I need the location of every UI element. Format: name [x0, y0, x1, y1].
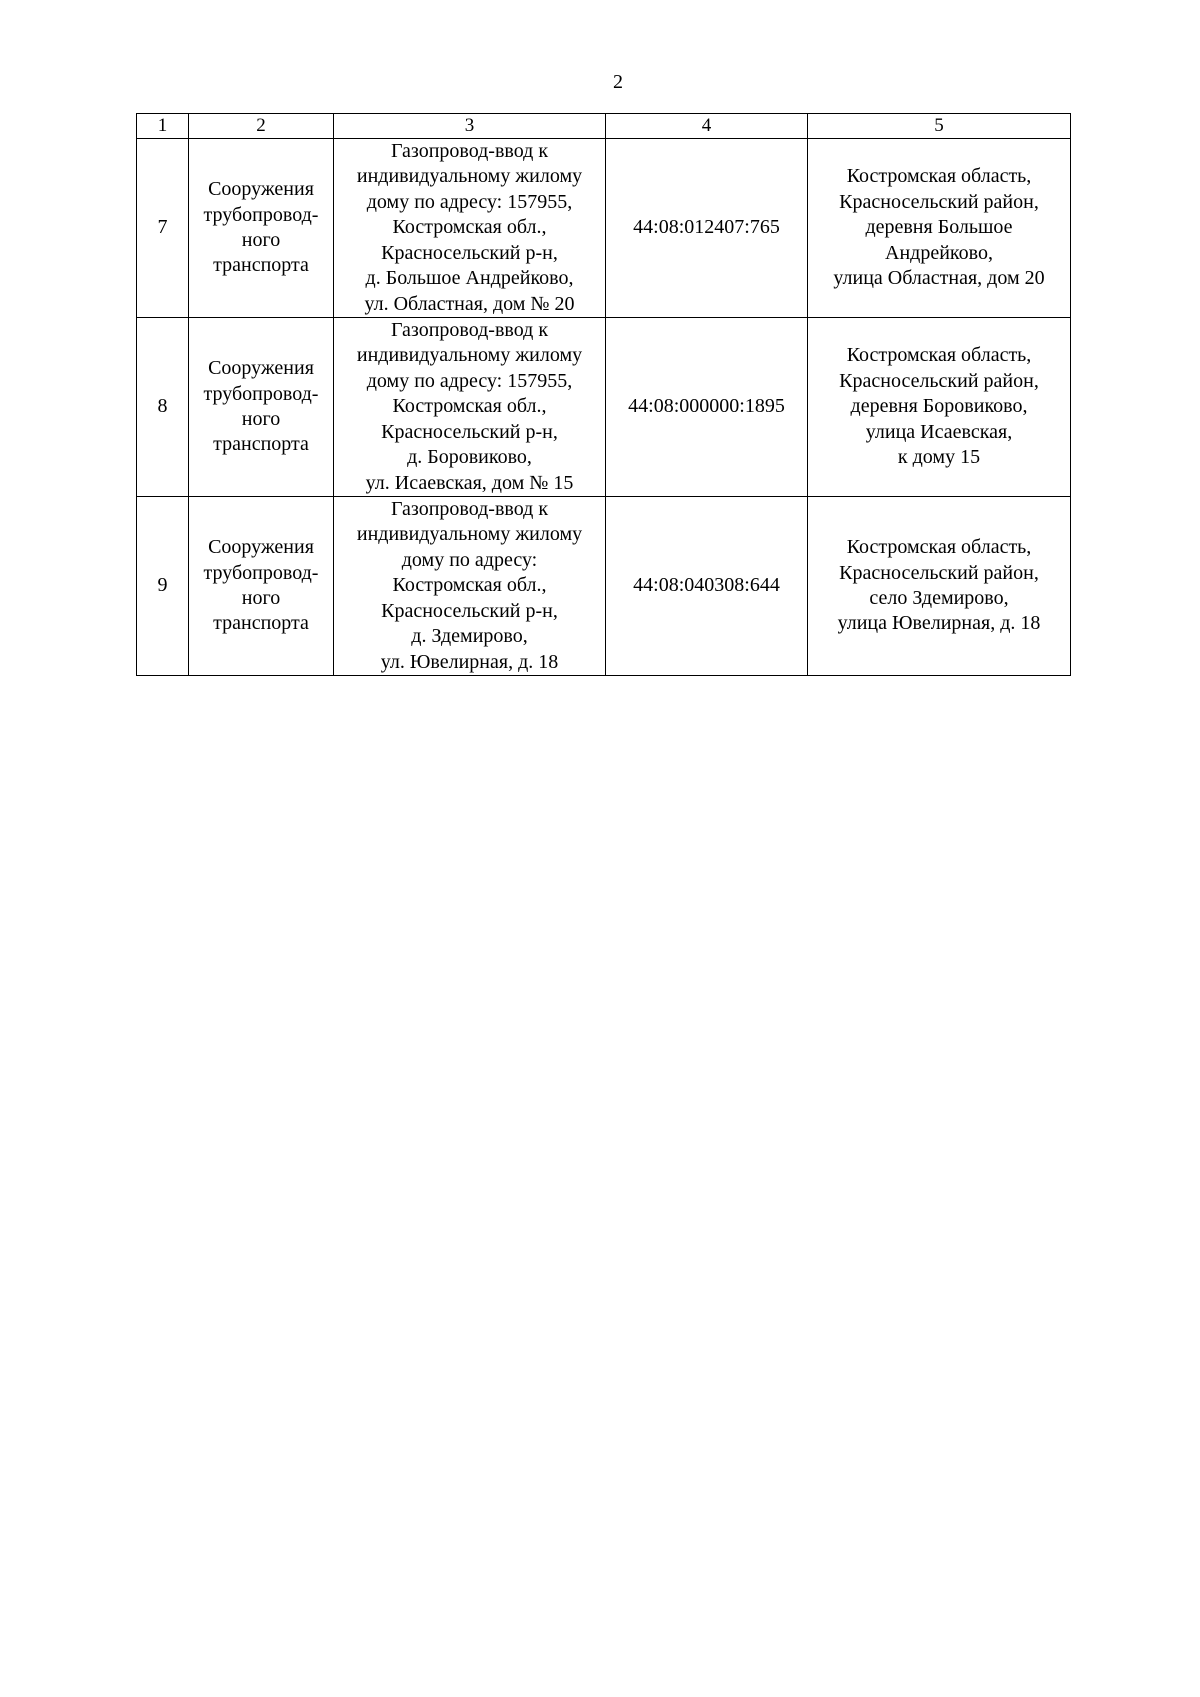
cell-line: ул. Исаевская, дом № 15 — [365, 471, 574, 494]
cell-line: ул. Ювелирная, д. 18 — [380, 650, 559, 673]
cell-line: индивидуальному жилому — [356, 523, 583, 546]
cell-line: дому по адресу: 157955, — [366, 369, 573, 392]
table-row — [137, 318, 1071, 497]
cell-line: Костромская обл., — [392, 395, 547, 418]
table-header-row — [137, 114, 1071, 139]
cell-line: Газопровод-ввод к — [390, 498, 549, 521]
object-type-cell — [189, 139, 334, 318]
column-header-3: 3 — [334, 114, 606, 139]
cell-line: ного — [241, 408, 281, 430]
cell-line: транспорта — [213, 254, 309, 277]
object-name-cell — [334, 139, 606, 318]
table-row — [137, 497, 1071, 676]
cell-line: Газопровод-ввод к — [390, 319, 549, 342]
cell-line: Красносельский район, — [839, 561, 1039, 584]
cell-line: Красносельский район, — [839, 369, 1039, 392]
object-type-cell — [189, 497, 334, 676]
cell-line: индивидуальному жилому — [356, 344, 583, 367]
cell-line: Сооружения — [208, 357, 314, 380]
cell-line: Сооружения — [208, 536, 314, 559]
cadastral-number-cell: 44:08:040308:644 — [606, 497, 808, 676]
cell-line: д. Большое Андрейково, — [365, 267, 574, 290]
column-header-4: 4 — [606, 114, 808, 139]
cell-line: Костромская обл., — [392, 574, 547, 597]
cadastral-number-cell: 44:08:000000:1895 — [606, 318, 808, 497]
object-type-cell — [189, 318, 334, 497]
row-number-cell: 9 — [137, 497, 189, 676]
cell-line: Костромская область, — [846, 536, 1032, 559]
cell-line: деревня Большое — [865, 216, 1013, 239]
cell-line: ул. Областная, дом № 20 — [364, 292, 575, 315]
cell-line: Красносельский р-н, — [381, 599, 558, 622]
cell-line: Костромская область, — [846, 344, 1032, 367]
cell-line: улица Ювелирная, д. 18 — [837, 612, 1041, 635]
table-row — [137, 139, 1071, 318]
cell-line: деревня Боровиково, — [850, 395, 1028, 418]
column-header-2: 2 — [189, 114, 334, 139]
page-number: 2 — [613, 71, 623, 93]
cell-line: д. Боровиково, — [407, 446, 532, 469]
column-header-5: 5 — [808, 114, 1071, 139]
cell-line: Сооружения — [208, 178, 314, 201]
cell-line: село Здемирово, — [869, 587, 1009, 609]
row-number-cell: 7 — [137, 139, 189, 318]
cell-line: улица Исаевская, — [865, 420, 1013, 443]
cell-line: транспорта — [213, 433, 309, 456]
cell-line: Красносельский район, — [839, 190, 1039, 213]
cell-line: трубопровод- — [203, 561, 319, 584]
cell-line: ного — [241, 587, 281, 609]
cell-line: трубопровод- — [203, 382, 319, 405]
cell-line: Андрейково, — [885, 241, 993, 264]
cell-line: дому по адресу: — [401, 548, 538, 571]
cell-line: трубопровод- — [203, 203, 319, 226]
object-name-cell — [334, 497, 606, 676]
row-number-cell: 8 — [137, 318, 189, 497]
cell-line: Костромская обл., — [392, 216, 547, 239]
cell-line: улица Областная, дом 20 — [833, 267, 1045, 290]
registry-table — [136, 113, 1071, 676]
cell-line: д. Здемирово, — [411, 625, 528, 648]
cell-line: транспорта — [213, 612, 309, 635]
cell-line: дому по адресу: 157955, — [366, 190, 573, 213]
cell-line: индивидуальному жилому — [356, 165, 583, 188]
address-cell — [808, 497, 1071, 676]
cell-line: ного — [241, 229, 281, 251]
cell-line: Красносельский р-н, — [381, 420, 558, 443]
cell-line: Газопровод-ввод к — [390, 140, 549, 163]
cell-line: Костромская область, — [846, 165, 1032, 188]
column-header-1: 1 — [137, 114, 189, 139]
object-name-cell — [334, 318, 606, 497]
address-cell — [808, 318, 1071, 497]
cadastral-number-cell: 44:08:012407:765 — [606, 139, 808, 318]
cell-line: Красносельский р-н, — [381, 241, 558, 264]
address-cell — [808, 139, 1071, 318]
cell-line: к дому 15 — [897, 446, 981, 469]
